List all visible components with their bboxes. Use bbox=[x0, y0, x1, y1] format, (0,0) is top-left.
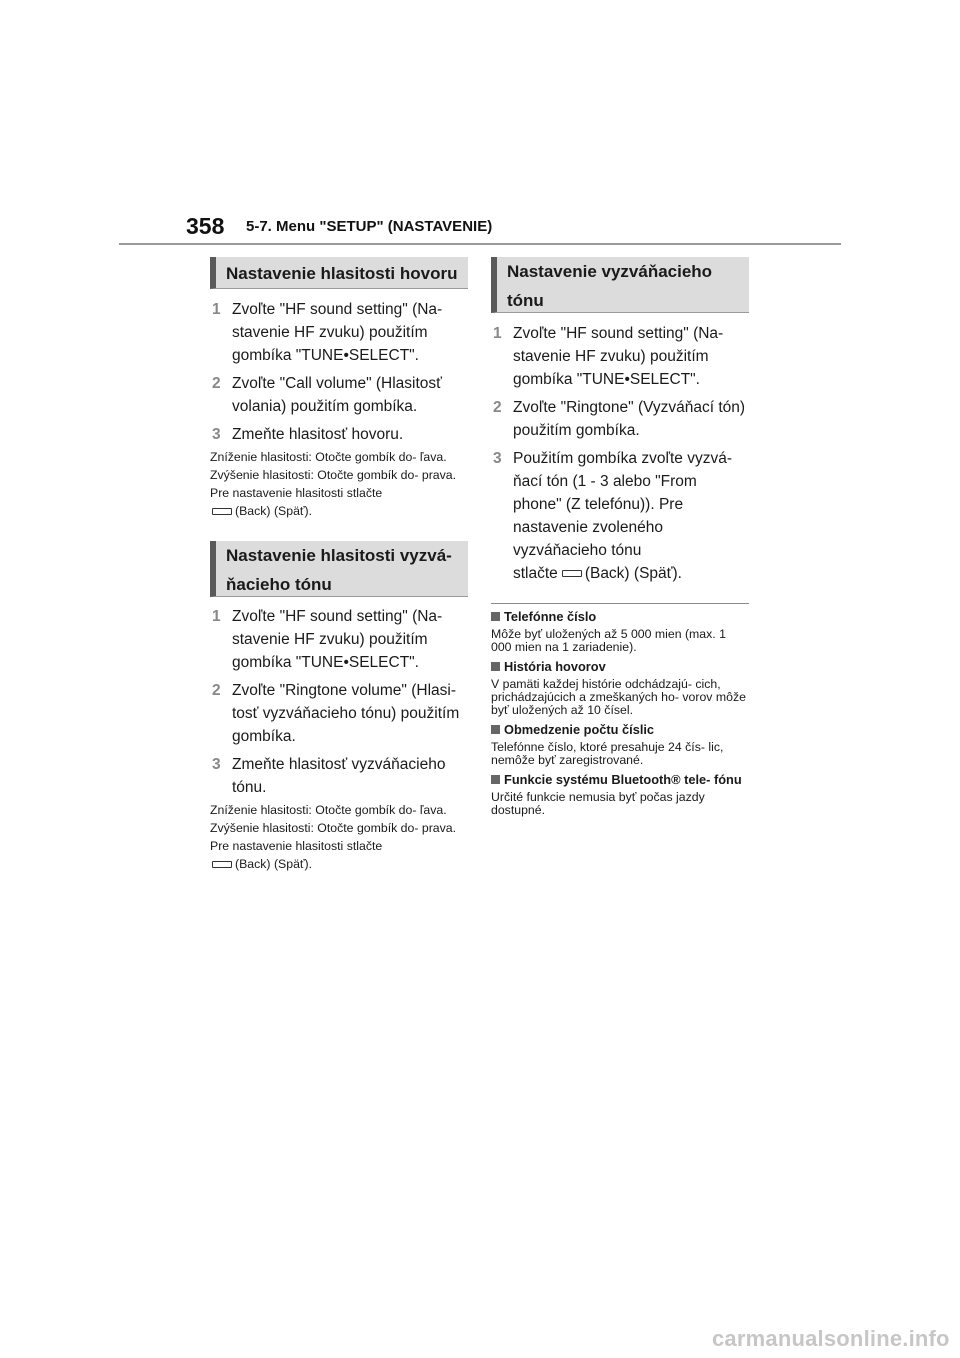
step-press: stlačte bbox=[513, 565, 558, 582]
left-column bbox=[210, 257, 468, 871]
note-decrease: Zníženie hlasitosti: Otočte gombík do- ľava. bbox=[210, 803, 447, 817]
step-number: 1 bbox=[212, 301, 221, 318]
info-text: Telefónne číslo, ktoré presahuje 24 čís- lic, nemôže byť zaregistrované. bbox=[491, 740, 724, 767]
step-text: Zvoľte "Ringtone" (Vyzváňací tón) použitím gombíka. bbox=[513, 399, 746, 439]
step-number: 3 bbox=[212, 756, 221, 773]
step-text: Zmeňte hlasitosť hovoru. bbox=[232, 426, 404, 443]
step bbox=[210, 605, 468, 674]
square-bullet-icon bbox=[491, 662, 500, 671]
heading-line: ňacieho tónu bbox=[226, 575, 332, 594]
step-text: Zvoľte "Ringtone volume" (Hlasi- tosť vyzváňacieho tónu) použitím gombíka. bbox=[232, 682, 460, 745]
info-title bbox=[491, 660, 749, 674]
note-increase: Zvýšenie hlasitosti: Otočte gombík do- prava. bbox=[210, 821, 457, 835]
step-number: 3 bbox=[212, 426, 221, 443]
page-number: 358 bbox=[186, 213, 225, 239]
info-title-text: Obmedzenie počtu číslic bbox=[504, 722, 655, 737]
chapter-title: 5-7. Menu "SETUP" (NASTAVENIE) bbox=[246, 218, 493, 235]
info-title bbox=[491, 723, 749, 737]
back-instruction bbox=[210, 857, 468, 871]
square-bullet-icon bbox=[491, 775, 500, 784]
step bbox=[491, 322, 749, 391]
info-text: Určité funkcie nemusia byť počas jazdy dostupné. bbox=[491, 790, 705, 817]
note-decrease: Zníženie hlasitosti: Otočte gombík do- ľava. bbox=[210, 450, 447, 464]
step bbox=[210, 679, 468, 748]
info-divider bbox=[491, 603, 749, 604]
step-number: 2 bbox=[493, 399, 502, 416]
step-number: 3 bbox=[493, 450, 502, 467]
step-text: Zvoľte "HF sound setting" (Na- stavenie HF zvuku) použitím gombíka "TUNE•SELECT". bbox=[513, 325, 724, 388]
note-press: Pre nastavenie hlasitosti stlačte bbox=[210, 839, 383, 853]
step-number: 2 bbox=[212, 682, 221, 699]
header-rule bbox=[119, 243, 841, 245]
steps-ringtone bbox=[491, 322, 749, 585]
step-number: 1 bbox=[212, 608, 221, 625]
note-press: Pre nastavenie hlasitosti stlačte bbox=[210, 486, 383, 500]
info-title-text: História hovorov bbox=[504, 659, 606, 674]
section-heading-ringtone-volume bbox=[210, 541, 468, 597]
step bbox=[491, 396, 749, 442]
step-text: Zvoľte "HF sound setting" (Na- stavenie HF zvuku) použitím gombíka "TUNE•SELECT". bbox=[232, 608, 443, 671]
info-text: Môže byť uložených až 5 000 mien (max. 1 000 mien na 1 zariadenie). bbox=[491, 627, 726, 654]
back-button-icon bbox=[212, 508, 232, 515]
step-text: Zvoľte "HF sound setting" (Na- stavenie HF zvuku) použitím gombíka "TUNE•SELECT". bbox=[232, 301, 443, 364]
step bbox=[491, 447, 749, 585]
step-number: 1 bbox=[493, 325, 502, 342]
back-label: (Back) (Späť). bbox=[584, 565, 682, 582]
back-instruction bbox=[210, 504, 468, 518]
back-label: (Back) (Späť). bbox=[235, 857, 313, 871]
step-text bbox=[513, 447, 749, 585]
step bbox=[210, 298, 468, 367]
step-number: 2 bbox=[212, 375, 221, 392]
heading-line: Nastavenie vyzváňacieho bbox=[507, 262, 713, 281]
back-button-icon bbox=[562, 570, 582, 577]
step-text: Zmeňte hlasitosť vyzváňacieho tónu. bbox=[232, 756, 446, 796]
info-item bbox=[491, 723, 749, 767]
watermark: carmanualsonline.info bbox=[712, 1326, 950, 1351]
note-increase: Zvýšenie hlasitosti: Otočte gombík do- prava. bbox=[210, 468, 457, 482]
steps-call-volume bbox=[210, 298, 468, 446]
right-column bbox=[491, 257, 749, 823]
step-text-body: Použitím gombíka zvoľte vyzvá- ňací tón (1 - 3 alebo "From phone" (Z telefónu)). Pre nastavenie zvoleného vyzváňacieho tónu bbox=[513, 450, 733, 559]
step bbox=[210, 753, 468, 799]
info-text: V pamäti každej histórie odchádzajú- cich, prichádzajúcich a zmeškaných ho- vorov môže byť uložených až 10 čísel. bbox=[491, 677, 746, 717]
section-heading-ringtone bbox=[491, 257, 749, 313]
steps-ringtone-volume bbox=[210, 605, 468, 799]
square-bullet-icon bbox=[491, 725, 500, 734]
section-heading-call-volume: Nastavenie hlasitosti hovoru bbox=[210, 257, 468, 289]
info-title bbox=[491, 773, 749, 787]
step-text: Zvoľte "Call volume" (Hlasitosť volania) použitím gombíka. bbox=[232, 375, 442, 415]
heading-line: tónu bbox=[507, 291, 544, 310]
info-title-text: Funkcie systému Bluetooth® tele- fónu bbox=[504, 772, 742, 787]
step bbox=[210, 423, 468, 446]
back-button-icon bbox=[212, 861, 232, 868]
info-item bbox=[491, 773, 749, 817]
info-title bbox=[491, 610, 749, 624]
info-title-text: Telefónne číslo bbox=[504, 609, 597, 624]
info-item bbox=[491, 610, 749, 654]
info-item bbox=[491, 660, 749, 717]
square-bullet-icon bbox=[491, 612, 500, 621]
heading-line: Nastavenie hlasitosti vyzvá- bbox=[226, 546, 452, 565]
step bbox=[210, 372, 468, 418]
back-label: (Back) (Späť). bbox=[235, 504, 313, 518]
